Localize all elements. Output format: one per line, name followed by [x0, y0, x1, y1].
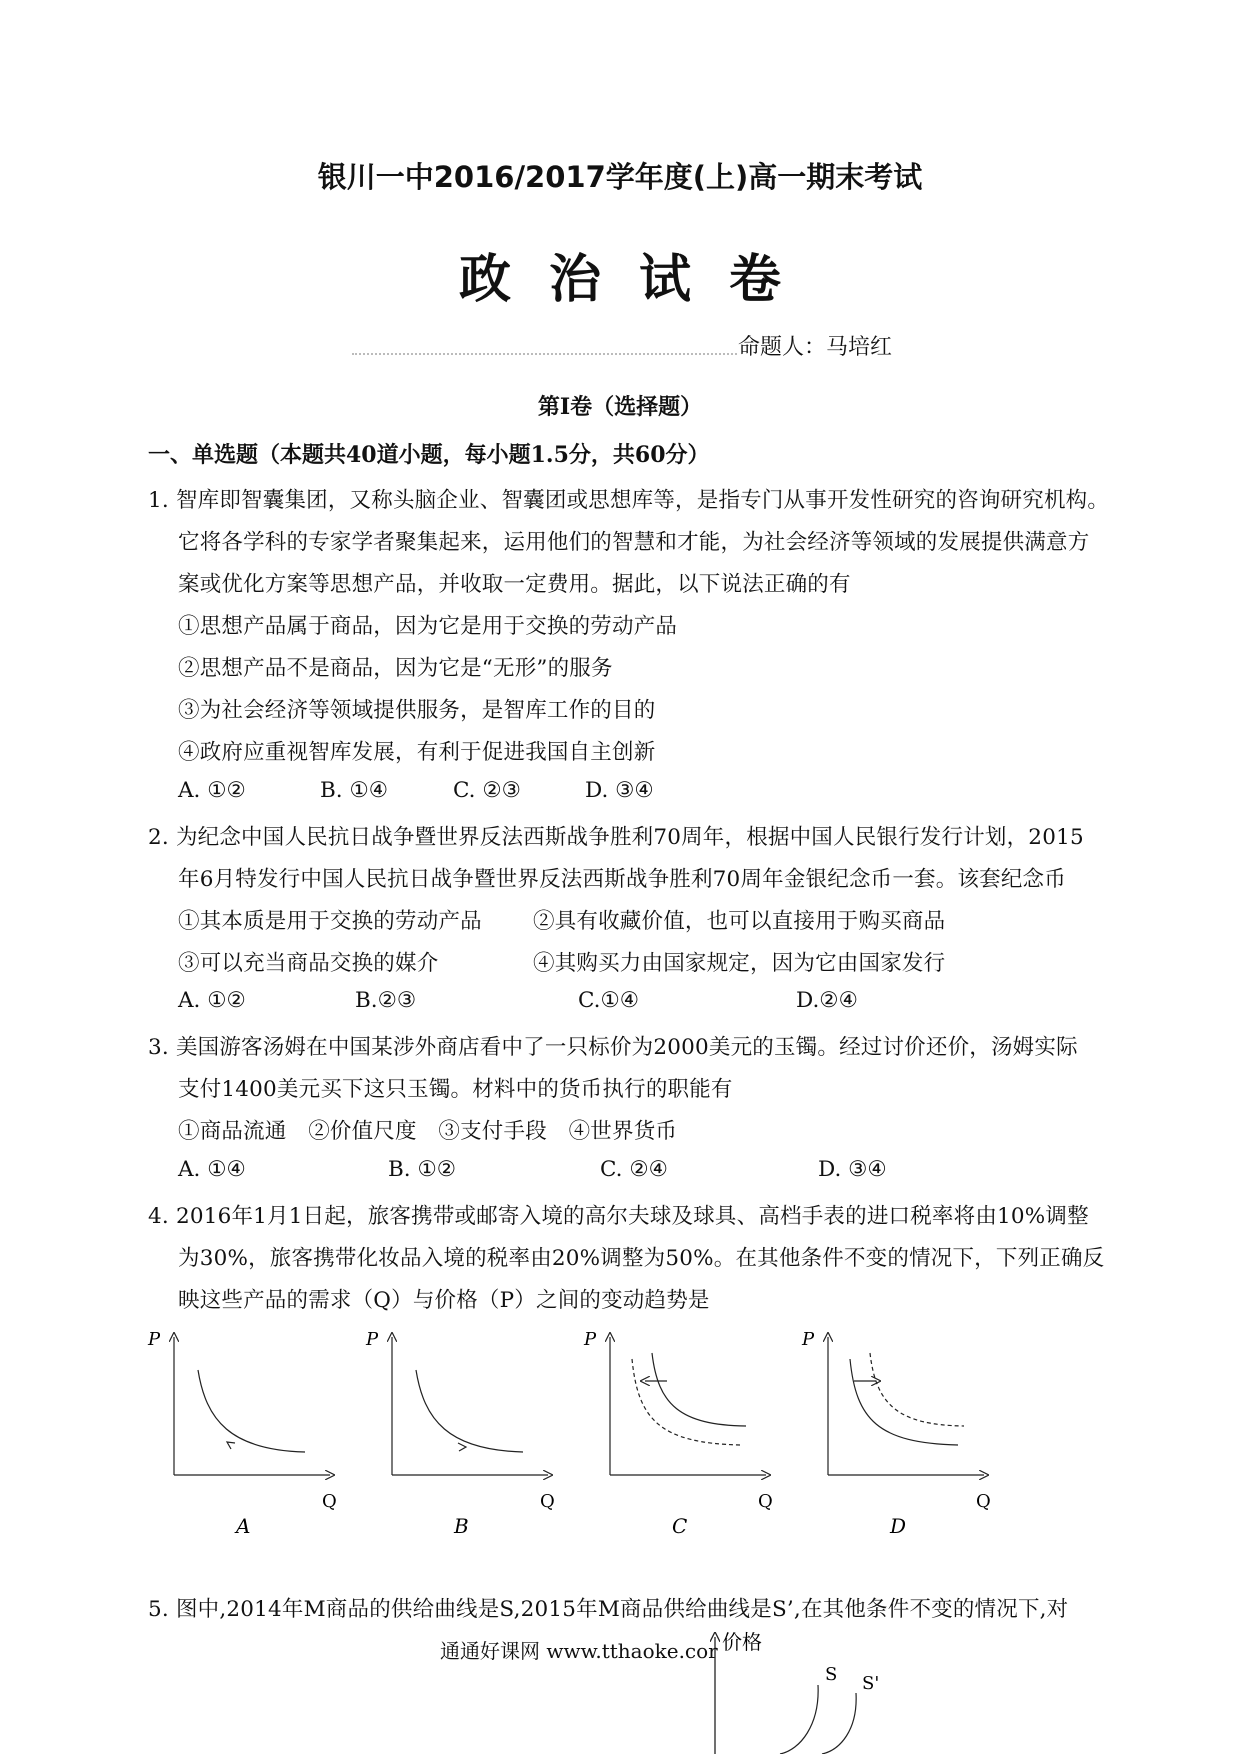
q3-option-d: D. ③④ [818, 1157, 887, 1182]
q2-option-d: D.②④ [796, 988, 858, 1013]
graph-c-label: C [672, 1514, 688, 1535]
q5-price-label: 价格 [722, 1630, 762, 1654]
q5-supply-graph [700, 1625, 960, 1754]
q1-line-2: 它将各学科的专家学者聚集起来，运用他们的智慧和才能，为社会经济等领域的发展提供满意方 [178, 530, 1090, 555]
q2-option-b: B.②③ [355, 988, 417, 1013]
q2-option-a: A. ①② [178, 988, 246, 1013]
graph-c-q-label: Q [758, 1491, 773, 1512]
q2-statement-4: ④其购买力由国家规定，因为它由国家发行 [533, 951, 946, 976]
author-line: 命题人：马培红 [738, 335, 893, 360]
q2-line-1: 2. 为纪念中国人民抗日战争暨世界反法西斯战争胜利70周年，根据中国人民银行发行计划，2015 [148, 825, 1084, 850]
q2-line-2: 年6月特发行中国人民抗日战争暨世界反法西斯战争胜利70周年金银纪念币一套。该套纪念币 [178, 867, 1066, 892]
q3-statements: ①商品流通 ②价值尺度 ③支付手段 ④世界货币 [178, 1119, 678, 1144]
exam-school-title: 银川一中2016/2017学年度(上)高一期末考试 [317, 160, 923, 194]
graph-c [583, 1329, 773, 1535]
q1-line-1: 1. 智库即智囊集团，又称头脑企业、智囊团或思想库等，是指专门从事开发性研究的咨询研究机构。 [148, 488, 1110, 513]
graph-b-label: B [454, 1514, 469, 1535]
graph-b-p-label: P [366, 1329, 379, 1350]
q5-curve-s: S [825, 1664, 838, 1685]
volume-heading: 第Ⅰ卷（选择题） [537, 394, 703, 420]
q3-line-1: 3. 美国游客汤姆在中国某涉外商店看中了一只标价为2000美元的玉镯。经过讨价还价，汤姆实际 [148, 1035, 1078, 1060]
dotted-leader [352, 352, 737, 355]
graph-d [801, 1329, 991, 1535]
section-heading: 一、单选题（本题共40道小题，每小题1.5分，共60分） [148, 442, 710, 468]
graph-a-p-label: P [148, 1329, 161, 1350]
q4-graphs [140, 1325, 1010, 1535]
footer-watermark: 通通好课网 www.tthaoke.cor [440, 1639, 718, 1663]
q3-option-b: B. ①② [388, 1157, 457, 1182]
q3-option-c: C. ②④ [600, 1157, 668, 1182]
q1-option-b: B. ①④ [320, 778, 389, 803]
graph-b-q-label: Q [540, 1491, 555, 1512]
graph-d-label: D [890, 1514, 907, 1535]
q4-line-3: 映这些产品的需求（Q）与价格（P）之间的变动趋势是 [178, 1288, 710, 1313]
q4-line-1: 4. 2016年1月1日起，旅客携带或邮寄入境的高尔夫球及球具、高档手表的进口税率将由10%调整 [148, 1204, 1089, 1229]
q2-statement-1: ①其本质是用于交换的劳动产品 [178, 909, 482, 934]
q2-statement-3: ③可以充当商品交换的媒介 [178, 951, 439, 976]
graph-a-q-label: Q [322, 1491, 337, 1512]
q4-line-2: 为30%，旅客携带化妆品入境的税率由20%调整为50%。在其他条件不变的情况下，下列正确反 [178, 1246, 1105, 1271]
q1-statement-2: ②思想产品不是商品，因为它是“无形”的服务 [178, 656, 613, 681]
q1-option-c: C. ②③ [453, 778, 521, 803]
subject-title: 政治试卷 [458, 249, 819, 310]
graph-d-p-label: P [802, 1329, 815, 1350]
q3-line-2: 支付1400美元买下这只玉镯。材料中的货币执行的职能有 [178, 1077, 733, 1102]
q1-option-a: A. ①② [178, 778, 246, 803]
q5-line-1: 5. 图中,2014年M商品的供给曲线是S,2015年M商品供给曲线是S’,在其他条件不变的情况下,对 [148, 1597, 1069, 1622]
q1-statement-1: ①思想产品属于商品，因为它是用于交换的劳动产品 [178, 614, 678, 639]
graph-b [365, 1329, 555, 1535]
q1-statement-3: ③为社会经济等领域提供服务，是智库工作的目的 [178, 698, 656, 723]
q1-option-d: D. ③④ [585, 778, 654, 803]
q3-option-a: A. ①④ [178, 1157, 246, 1182]
graph-d-q-label: Q [976, 1491, 991, 1512]
graph-c-p-label: P [584, 1329, 597, 1350]
q1-statement-4: ④政府应重视智库发展，有利于促进我国自主创新 [178, 740, 656, 765]
q5-curve-s-prime: S' [862, 1673, 880, 1694]
q2-option-c: C.①④ [578, 988, 640, 1013]
q1-line-3: 案或优化方案等思想产品，并收取一定费用。据此，以下说法正确的有 [178, 572, 851, 597]
graph-a [147, 1329, 337, 1535]
graph-a-label: A [236, 1514, 251, 1535]
q2-statement-2: ②具有收藏价值，也可以直接用于购买商品 [533, 909, 946, 934]
